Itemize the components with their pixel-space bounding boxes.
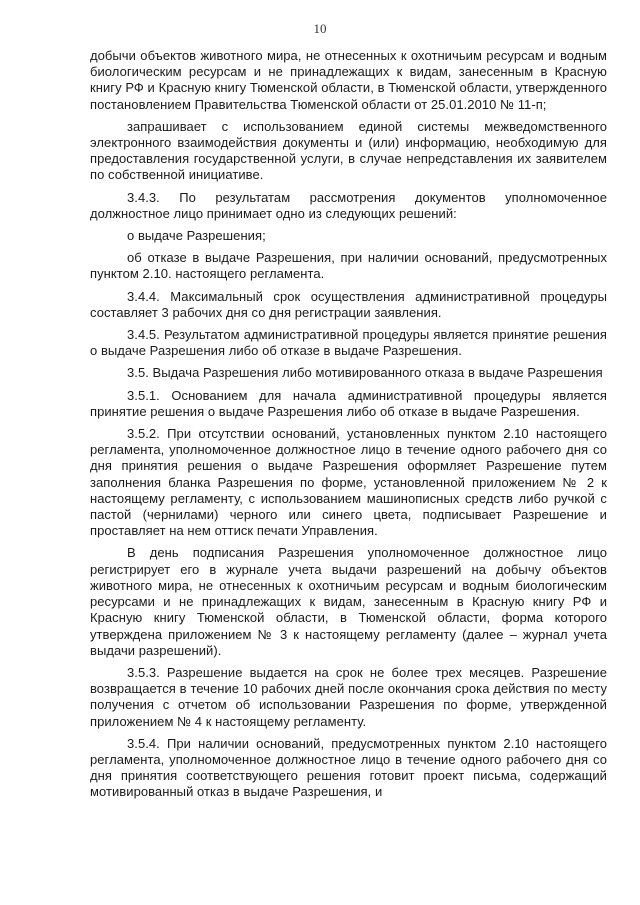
paragraph-3-5-2: 3.5.2. При отсутствии оснований, установленных пунктом 2.10 настоящего регламента, уполномоченное должностное лицо в течение одного рабочего дня со дня принятия решения о выдаче Разрешения оформляет Разрешение путем заполнения бланка Разрешения по форме, установленной приложением № 2 к настоящему регламенту, с использованием машинописных средств либо ручкой с пастой (чернилами) черного или синего цвета, подписывает Разрешение и проставляет на нем оттиск печати Управления.	[90, 426, 607, 539]
paragraph-registration: В день подписания Разрешения уполномоченное должностное лицо регистрирует его в журнале учета выдачи разрешений на добычу объектов животного мира, не отнесенных к охотничьим ресурсам и водным биологическим ресурсами и не принадлежащих к видам, занесенным в Красную книгу РФ и Красную книгу Тюменской области, в Тюменской области, форма которого утверждена приложением № 3 к настоящему регламенту (далее – журнал учета выдачи разрешений).	[90, 545, 607, 658]
page-number: 10	[313, 21, 327, 36]
paragraph-decision-issue: о выдаче Разрешения;	[127, 228, 266, 244]
paragraph-interdepartmental-request: запрашивает с использованием единой системы межведомственного электронного взаимодействия документы и (или) информацию, необходимую для предоставления государственной услуги, в случае непредставления их заявителем по собственной инициативе.	[90, 118, 607, 183]
paragraph-3-5-3: 3.5.3. Разрешение выдается на срок не более трех месяцев. Разрешение возвращается в течение 10 рабочих дней после окончания срока действия по месту получения с отчетом об использовании Разрешения по форме, утвержденной приложением № 4 к настоящему регламенту.	[90, 664, 607, 729]
section-heading-3-5: 3.5. Выдача Разрешения либо мотивированного отказа в выдаче Разрешения	[127, 365, 603, 381]
paragraph-3-5-1: 3.5.1. Основанием для начала административной процедуры является принятие решения о выдаче Разрешения либо об отказе в выдаче Разрешения.	[90, 387, 607, 419]
paragraph-continuation: добычи объектов животного мира, не отнесенных к охотничьим ресурсам и водным биологическим ресурсам и не принадлежащих к видам, занесенным в Красную книгу РФ и Красную книгу Тюменской области, в Тюменской области, утвержденного постановлением Правительства Тюменской области от 25.01.2010 № 11-п;	[90, 48, 607, 112]
document-body	[90, 48, 607, 805]
paragraph-3-5-4: 3.5.4. При наличии оснований, предусмотренных пунктом 2.10 настоящего регламента, уполномоченное должностное лицо в течение одного рабочего дня со дня принятия соответствующего решения готовит проект письма, содержащий мотивированный отказ в выдаче Разрешения, и	[90, 735, 607, 800]
paragraph-3-4-3: 3.4.3. По результатам рассмотрения документов уполномоченное должностное лицо принимает одно из следующих решений:	[90, 189, 607, 221]
paragraph-3-4-4: 3.4.4. Максимальный срок осуществления административной процедуры составляет 3 рабочих дня со дня регистрации заявления.	[90, 288, 607, 320]
paragraph-3-4-5: 3.4.5. Результатом административной процедуры является принятие решения о выдаче Разрешения либо об отказе в выдаче Разрешения.	[90, 327, 607, 359]
paragraph-decision-refusal: об отказе в выдаче Разрешения, при наличии оснований, предусмотренных пунктом 2.10. настоящего регламента.	[90, 250, 607, 282]
